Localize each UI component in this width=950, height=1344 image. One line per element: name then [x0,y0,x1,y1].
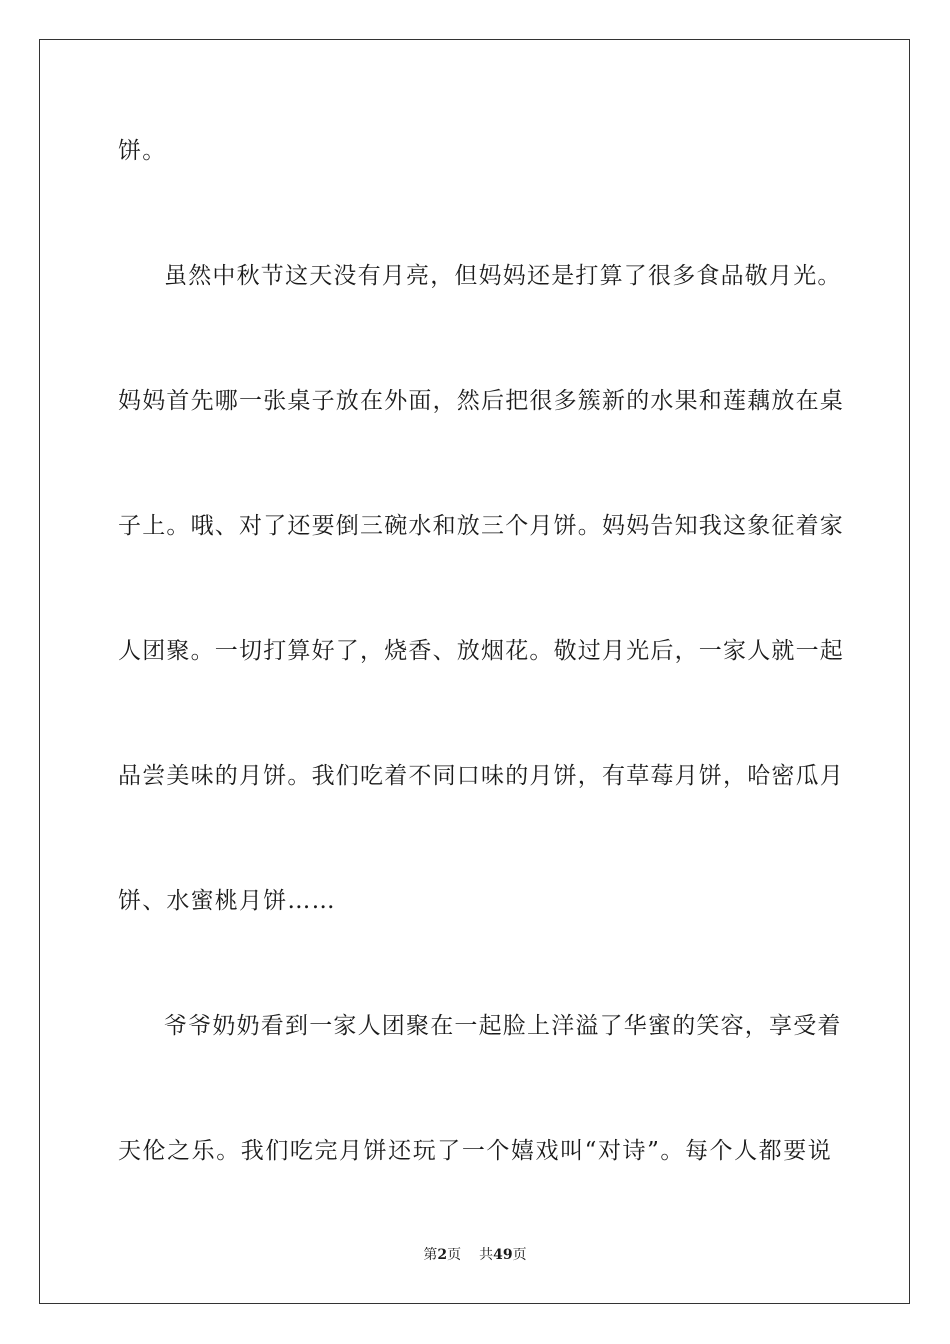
paragraph-3-line-1: 爷爷奶奶看到一家人团聚在一起脸上洋溢了华蜜的笑容，享受着 [164,1013,842,1039]
page-number: 2 [437,1247,448,1263]
paragraph-2-line-2: 妈妈首先哪一张桌子放在外面，然后把很多簇新的水果和莲藕放在桌 [118,388,844,414]
total-prefix: 共 [479,1247,494,1263]
total-pages: 49 [493,1247,513,1263]
paragraph-2-line-6: 饼、水蜜桃月饼…… [118,888,336,914]
text-line-1: 饼。 [118,138,167,164]
paragraph-3-line-2: 天伦之乐。我们吃完月饼还玩了一个嬉戏叫“对诗”。每个人都要说 [118,1138,832,1164]
page-suffix: 页 [447,1247,462,1263]
paragraph-2-line-3: 子上。哦、对了还要倒三碗水和放三个月饼。妈妈告知我这象征着家 [118,513,844,539]
paragraph-2-line-5: 品尝美味的月饼。我们吃着不同口味的月饼，有草莓月饼，哈密瓜月 [118,763,844,789]
paragraph-2-line-1: 虽然中秋节这天没有月亮，但妈妈还是打算了很多食品敬月光。 [164,263,842,289]
page-prefix: 第 [423,1247,438,1263]
total-suffix: 页 [512,1247,527,1263]
page-footer [0,1246,950,1264]
paragraph-2-line-4: 人团聚。一切打算好了，烧香、放烟花。敬过月光后，一家人就一起 [118,638,844,664]
page-border [39,39,910,1304]
